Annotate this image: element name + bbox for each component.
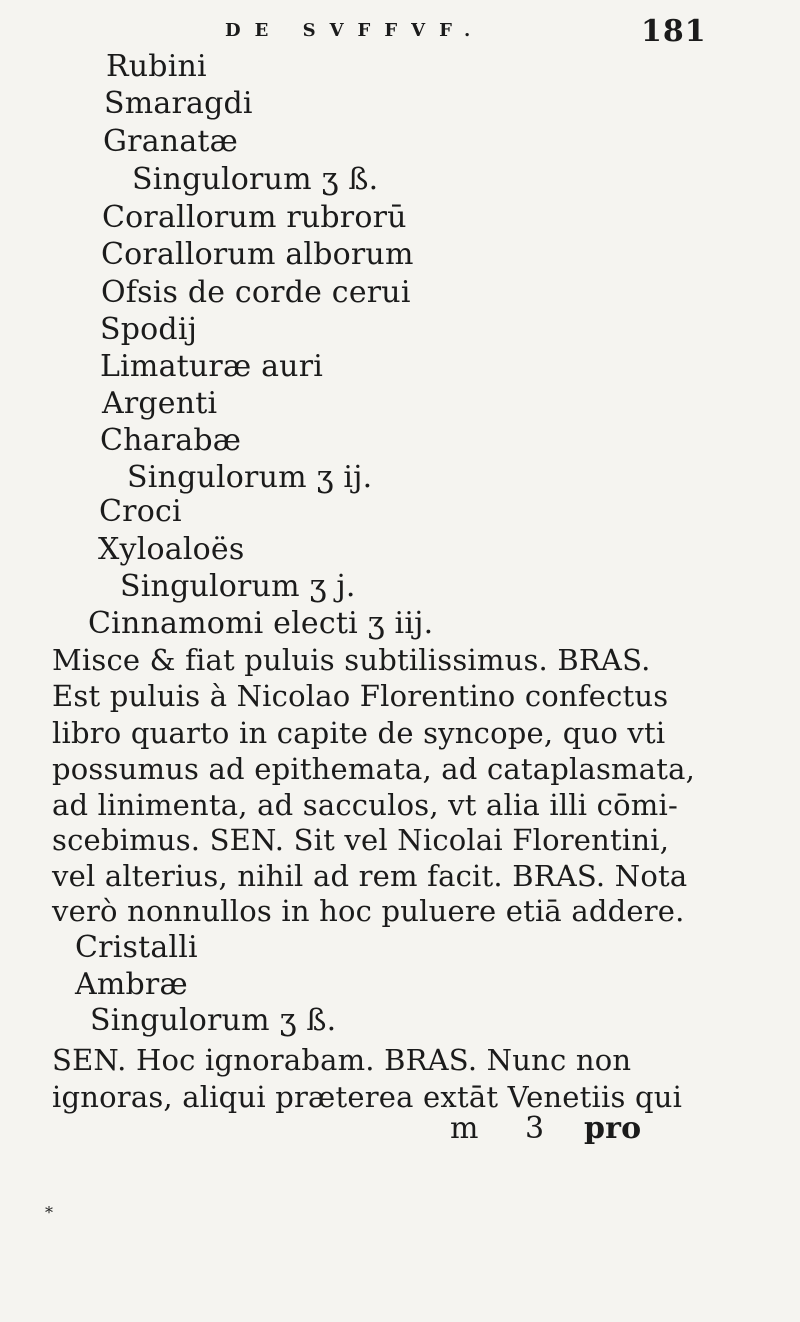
- text-line: Cristalli: [75, 930, 198, 965]
- signature-mark: m: [450, 1111, 479, 1146]
- text-line: Croci: [99, 494, 182, 529]
- running-head: DE SVFFVF.: [225, 20, 485, 41]
- text-line: Singulorum ʒ ß.: [132, 162, 379, 197]
- signature-number: 3: [525, 1111, 545, 1146]
- text-line: Spodij: [100, 312, 198, 347]
- page-header: [0, 14, 800, 54]
- text-line: Cinnamomi electi ʒ iij.: [88, 606, 434, 641]
- text-line: Est puluis à Nicolao Florentino confectus: [52, 679, 669, 713]
- text-line: possumus ad epithemata, ad cataplasmata,: [52, 752, 695, 786]
- text-line: Misce & fiat puluis subtilissimus. BRAS.: [52, 643, 651, 677]
- text-line: Smaragdi: [104, 86, 253, 121]
- text-line: Limaturæ auri: [100, 349, 324, 384]
- text-line: ignoras, aliqui præterea extāt Venetiis qui: [52, 1080, 683, 1114]
- text-line: Rubini: [106, 49, 207, 84]
- text-line: Argenti: [102, 386, 218, 421]
- text-line: Singulorum ʒ ij.: [127, 460, 373, 495]
- text-line: Granatæ: [103, 124, 239, 159]
- signature-line: [0, 1112, 800, 1152]
- catchword: pro: [584, 1111, 642, 1146]
- text-line: Ofsis de corde cerui: [101, 275, 411, 310]
- text-line: scebimus. SEN. Sit vel Nicolai Florentini,: [52, 823, 670, 857]
- text-line: Charabæ: [100, 423, 242, 458]
- text-line: SEN. Hoc ignorabam. BRAS. Nunc non: [52, 1043, 632, 1077]
- text-line: Xyloaloës: [98, 532, 245, 567]
- margin-mark: *: [45, 1203, 53, 1222]
- text-line: ad linimenta, ad sacculos, vt alia illi cōmi-: [52, 788, 678, 822]
- text-line: Ambræ: [75, 967, 188, 1002]
- text-line: vel alterius, nihil ad rem facit. BRAS. Nota: [52, 859, 688, 893]
- text-line: Corallorum rubrorū: [102, 200, 407, 235]
- text-line: libro quarto in capite de syncope, quo vti: [52, 716, 666, 750]
- text-line: verò nonnullos in hoc puluere etiā addere.: [52, 894, 685, 928]
- text-line: Corallorum alborum: [101, 237, 414, 272]
- page-number: 181: [641, 14, 707, 49]
- text-line: Singulorum ʒ j.: [120, 569, 356, 604]
- text-line: Singulorum ʒ ß.: [90, 1003, 337, 1038]
